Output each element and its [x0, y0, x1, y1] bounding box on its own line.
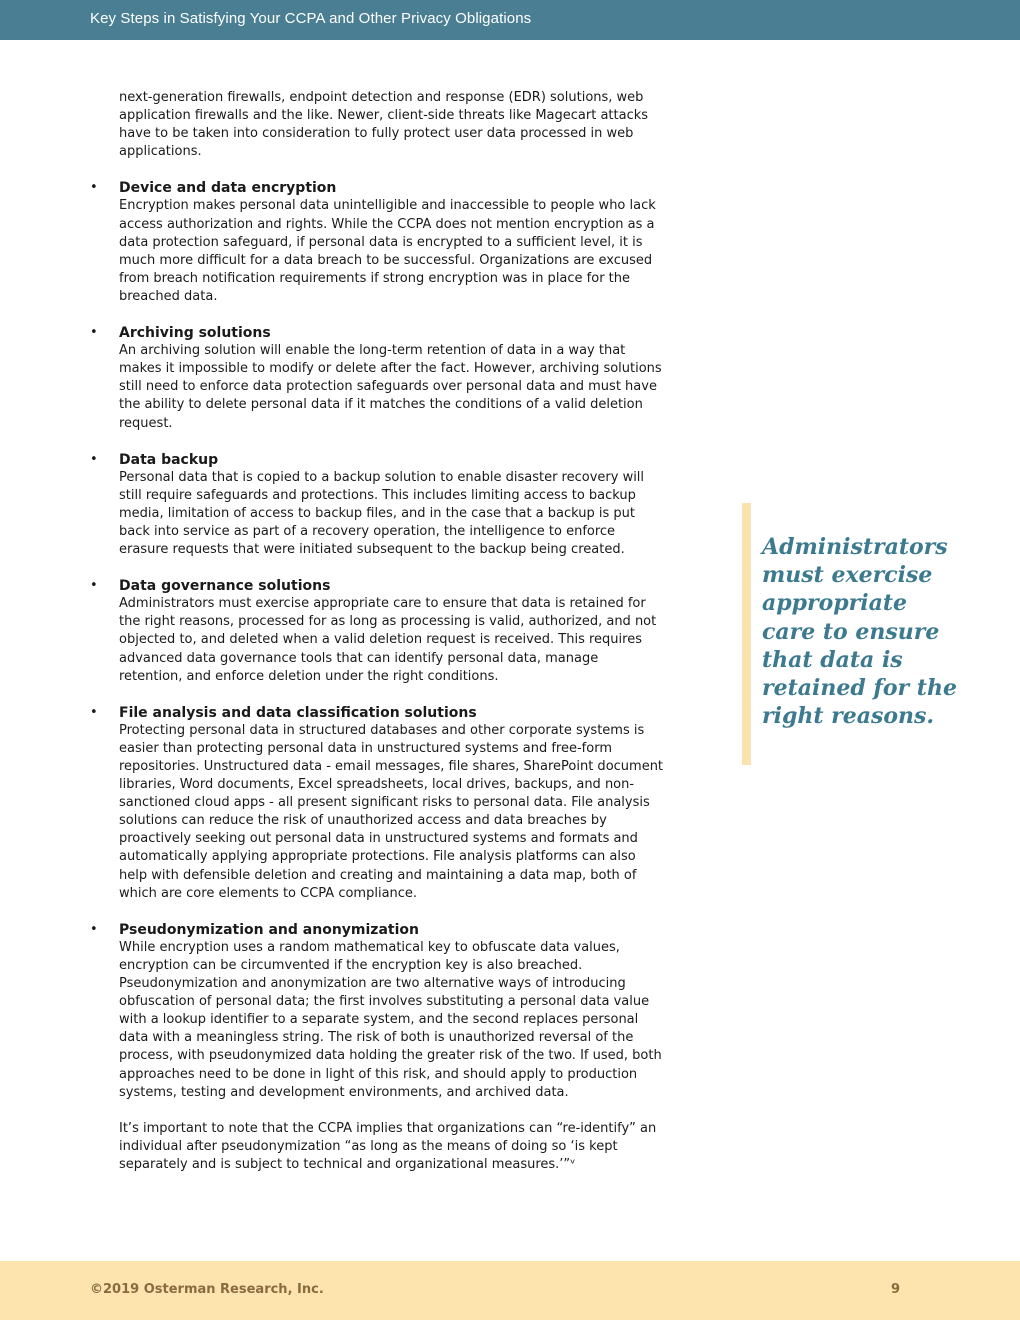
header-title: Key Steps in Satisfying Your CCPA and Other Privacy Obligations [90, 10, 532, 27]
pull-quote [742, 503, 971, 765]
main-content [90, 89, 665, 1174]
copyright-text: ©2019 Osterman Research, Inc. [90, 1282, 324, 1297]
item-heading: Data backup [119, 451, 219, 468]
page-number: 9 [891, 1282, 901, 1297]
item-text: An archiving solution will enable the long-term retention of data in a way that makes it impossible to modify or delete after the fact. However, archiving solutions still need to enforce data protection safeguards over personal data and must have the ability to delete personal data if it matches the conditions of a valid deletion request. [119, 343, 662, 431]
bullet-icon: • [90, 451, 98, 467]
bullet-icon: • [90, 325, 98, 341]
item-heading: Archiving solutions [119, 325, 271, 342]
item-text: While encryption uses a random mathematical key to obfuscate data values, encryption can be circumvented if the encryption key is also breached. Pseudonymization and anonymization are two alternative ways of introducing obfuscation of personal data; the first involves substituting a personal data value with a lookup identifier to a separate system, and the second replaces personal data with a meaningless string. The risk of both is unauthorized reversal of the process, with pseudonymized data holding the greater risk of the two. If used, both approaches need to be done in light of this risk, and should apply to production systems, testing and development environments, and archived data. [119, 939, 662, 1100]
lead-paragraph: next-generation firewalls, endpoint detection and response (EDR) solutions, web application firewalls and the like. Newer, client-side threats like Magecart attacks have to be taken into consideration to fully protect user data processed in web applications. [119, 90, 649, 160]
list-item [90, 921, 665, 1102]
item-heading: Data governance solutions [119, 578, 331, 595]
list-item [90, 324, 665, 433]
item-text: Protecting personal data in structured databases and other corporate systems is easier than protecting personal data in unstructured systems and free-form repositories. Unstructured data - email messages, file shares, SharePoint document libraries, Word documents, Excel spreadsheets, local drives, backups, and non-sanctioned cloud apps - all present significant risks to personal data. File analysis solutions can reduce the risk of unauthorized access and data breaches by proactively seeking out personal data in unstructured systems and formats and automatically applying appropriate protections. File analysis platforms can also help with defensible deletion and creating and maintaining a data map, both of which are core elements to CCPA compliance. [119, 722, 664, 901]
bullet-icon: • [90, 704, 98, 720]
pull-quote-text: Administrators must exercise appropriate care to ensure that data is retained for the right reasons. [762, 534, 957, 730]
item-text: Administrators must exercise appropriate care to ensure that data is retained for the right reasons, processed for as long as processing is valid, authorized, and not objected to, and deleted when a valid deletion request is received. This requires advanced data governance tools that can identify personal data, manage retention, and enforce deletion under the right conditions. [119, 596, 657, 684]
note-paragraph: It’s important to note that the CCPA implies that organizations can “re-identify” an individual after pseudonymization “as long as the means of doing so ‘is kept separately and is subject to technical and organizational measures.’”ᵛ [119, 1120, 657, 1172]
bullet-icon: • [90, 578, 98, 594]
item-text: Personal data that is copied to a backup solution to enable disaster recovery will still require safeguards and protections. This includes limiting access to backup media, limitation of access to backup files, and in the case that a backup is put back into service as part of a recovery operation, the intelligence to enforce erasure requests that were initiated subsequent to the backup being created. [119, 469, 645, 558]
bullet-icon: • [90, 180, 98, 196]
page-footer [0, 1261, 1020, 1320]
list-item [90, 451, 665, 560]
item-heading: Pseudonymization and anonymization [119, 921, 419, 938]
item-heading: Device and data encryption [119, 180, 337, 197]
bullet-list [90, 179, 665, 1101]
page-header [0, 0, 1020, 40]
item-text: Encryption makes personal data unintelligible and inaccessible to people who lack access authorization and rights. While the CCPA does not mention encryption as a data protection safeguard, if personal data is encrypted to a sufficient level, it is much more difficult for a data breach to be successful. Organizations are excused from breach notification requirements if strong encryption was in place for the breached data. [119, 198, 656, 304]
list-item [90, 179, 665, 306]
list-item [90, 577, 665, 686]
item-heading: File analysis and data classification solutions [119, 704, 477, 721]
bullet-icon: • [90, 921, 98, 937]
list-item [90, 704, 665, 903]
